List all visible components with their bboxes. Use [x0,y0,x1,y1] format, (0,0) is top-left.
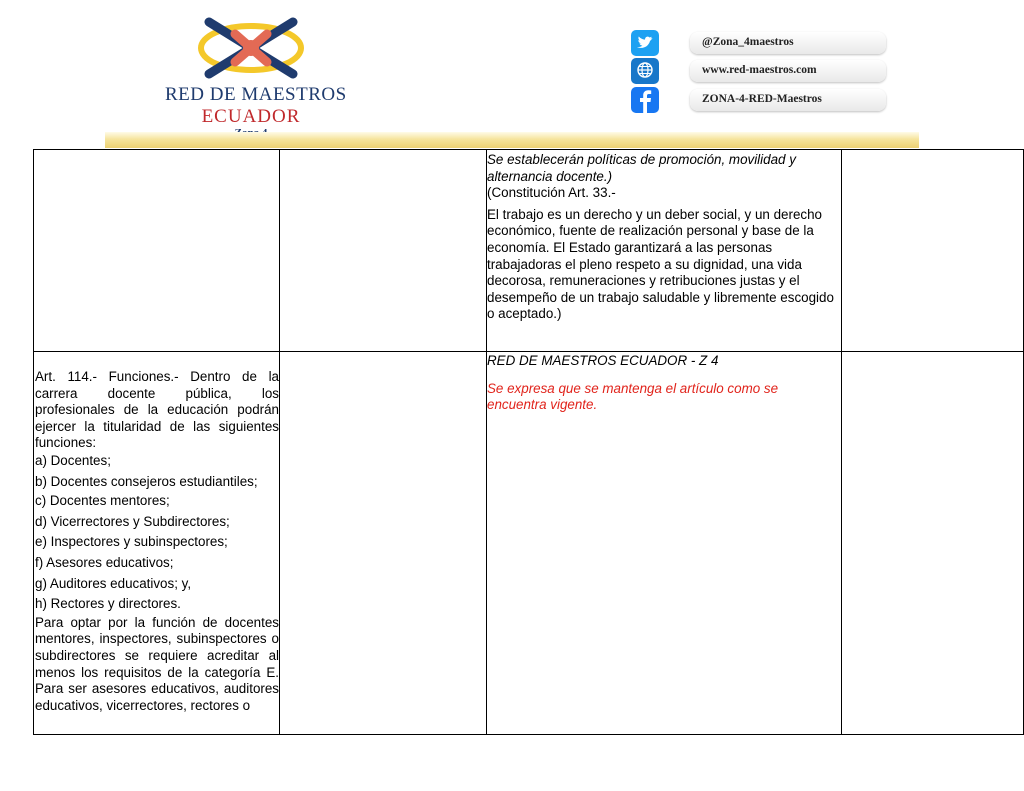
proposal-heading: RED DE MAESTROS ECUADOR - Z 4 [487,353,719,368]
web-icon [630,58,660,84]
row-divider [34,351,1023,352]
proposal-comment: Se expresa que se mantenga el artículo como se encuentra vigente. [487,380,779,413]
website-url: www.red-maestros.com [702,64,817,76]
function-item-e: e) Inspectores y subinspectores; [35,534,228,550]
policy-intro-line1: Se establecerán políticas de promoción, movilidad y [487,152,796,167]
column-divider [841,150,842,734]
logo-subtitle: ECUADOR [201,106,301,127]
facebook-page: ZONA-4-RED-Maestros [702,93,822,105]
logo-emblem-icon [195,14,307,82]
function-item-h: h) Rectores y directores. [35,596,181,612]
red-de-maestros-logo [165,14,347,132]
twitter-icon [630,30,660,56]
article-114-requirements: Para optar por la función de docentes mentores, inspectores, subinspectores o subdirectores se requiere acreditar al menos los requisitos de la categoría E. Para ser asesores educativos, auditores educativos, vicerrectores, rectores o [35,614,279,713]
row1-proposal-cell [487,152,840,323]
article-114-intro: Art. 114.- Funciones.- Dentro de la carrera docente pública, los profesionales de la educación podrán ejercer la titularidad de las siguientes funciones: [35,369,279,451]
twitter-handle-pill [690,32,886,54]
policy-intro-line2: alternancia docente.) [487,168,613,184]
constitution-reference: (Constitución Art. 33.- [487,185,616,201]
constitution-article-text: El trabajo es un derecho y un deber social, y un derecho económico, fuente de realización personal y base de la economía. El Estado garantizará a las personas trabajadoras el pleno respeto a su dignidad, una vida decorosa, remuneraciones y retribuciones justas y el desempeño de un trabajo saludable y libremente escogido o aceptado.) [487,206,834,322]
row2-proposal-cell [487,353,840,414]
function-item-d: d) Vicerrectores y Subdirectores; [35,513,230,529]
function-item-c: c) Docentes mentores; [35,493,170,509]
twitter-handle: @Zona_4maestros [702,36,794,48]
facebook-page-pill [690,89,886,111]
function-item-g: g) Auditores educativos; y, [35,575,192,591]
column-divider [279,150,280,734]
function-item-a: a) Docentes; [35,452,111,468]
twitter-link[interactable] [630,30,888,56]
facebook-icon [630,87,660,113]
facebook-link[interactable] [630,87,888,113]
logo-title: RED DE MAESTROS [165,84,347,105]
website-url-pill [690,60,886,82]
header-divider-bar [105,132,919,148]
function-item-b: b) Docentes consejeros estudiantiles; [35,473,258,489]
website-link[interactable] [630,58,888,84]
articles-comparison-table [33,149,1024,735]
row2-article-cell [35,369,279,714]
function-item-f: f) Asesores educativos; [35,554,174,570]
